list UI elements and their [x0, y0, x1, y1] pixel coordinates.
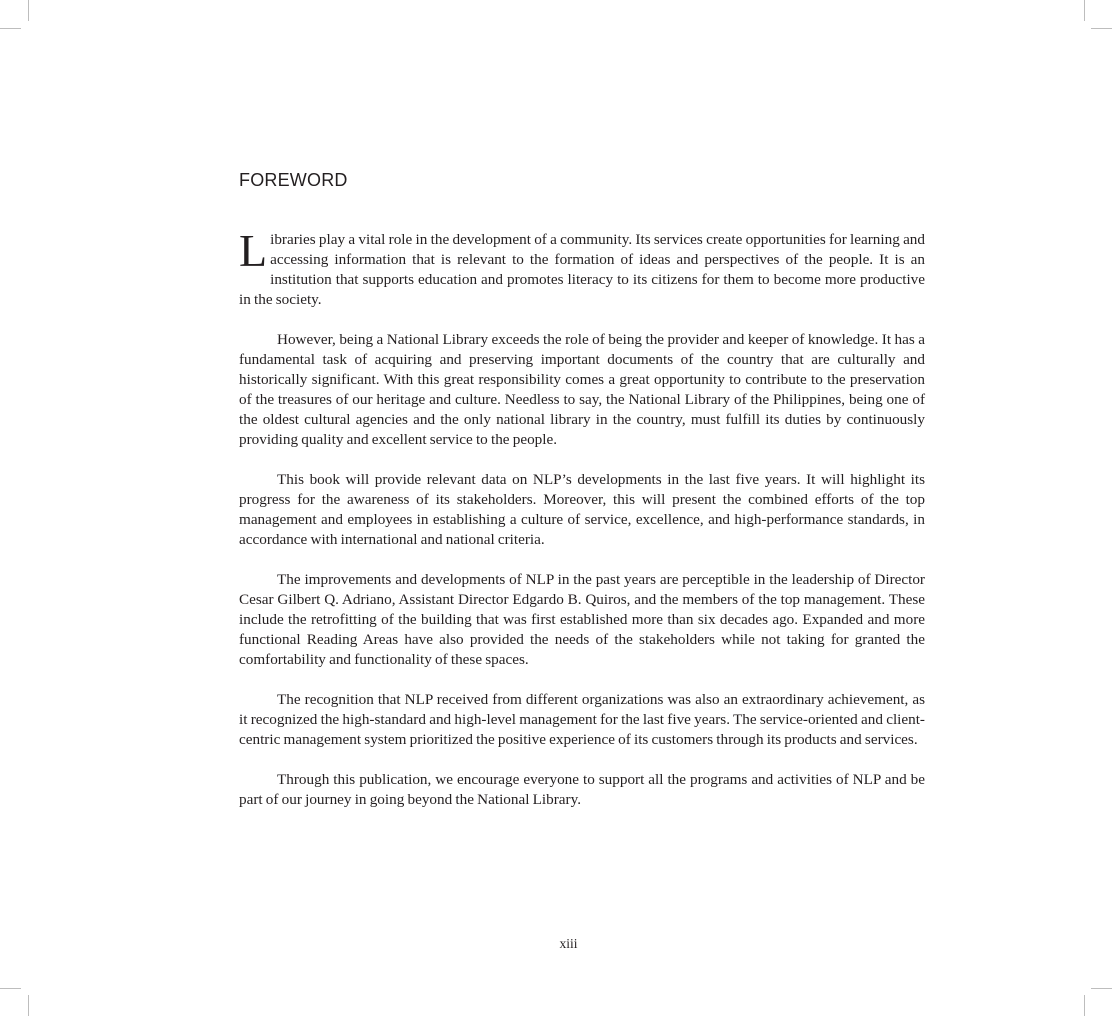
crop-mark-bottom-right [1084, 995, 1085, 1016]
crop-mark-bottom-left [28, 995, 29, 1016]
page-title: FOREWORD [239, 170, 348, 190]
crop-mark-top-left [28, 0, 29, 21]
crop-mark-bottom-right-h [1091, 988, 1112, 989]
page-number: xiii [559, 936, 578, 951]
crop-mark-top-right [1084, 0, 1085, 21]
paragraph-5: The recognition that NLP received from different organizations was also an extraordinary achievement, as it recognized the high-standard and high-level management for the last five years. The service-oriented and client-centric management system prioritized the positive experience of its customers through its products and services. [239, 691, 925, 748]
paragraph-3: This book will provide relevant data on NLP’s developments in the last five years. It will highlight its progress for the awareness of its stakeholders. Moreover, this will present the combined efforts of the top management and employees in establishing a culture of service, excellence, and high-performance standards, in accordance with international and national criteria. [239, 471, 925, 548]
crop-mark-top-left-h [0, 28, 21, 29]
foreword-body [239, 225, 925, 830]
paragraph-2: However, being a National Library exceeds the role of being the provider and keeper of knowledge. It has a fundamental task of acquiring and preserving important documents of the country that are culturally and historically significant. With this great responsibility comes a great opportunity to contribute to the preservation of the treasures of our heritage and culture. Needless to say, the National Library of the Philippines, being one of the oldest cultural agencies and the only national library in the country, must fulfill its duties by continuously providing quality and excellent service to the people. [239, 331, 925, 448]
crop-mark-bottom-left-h [0, 988, 21, 989]
paragraph-1-text: ibraries play a vital role in the development of a community. Its services create opportunities for learning and accessing information that is relevant to the formation of ideas and perspectives of the people. It is an institution that supports education and promotes literacy to its citizens for them to become more productive in the society. [239, 231, 925, 308]
crop-mark-top-right-h [1091, 28, 1112, 29]
paragraph-6: Through this publication, we encourage everyone to support all the programs and activities of NLP and be part of our journey in going beyond the National Library. [239, 771, 925, 808]
paragraph-4: The improvements and developments of NLP in the past years are perceptible in the leadership of Director Cesar Gilbert Q. Adriano, Assistant Director Edgardo B. Quiros, and the members of the top management. These include the retrofitting of the building that was first established more than six decades ago. Expanded and more functional Reading Areas have also provided the needs of the stakeholders while not taking for granted the comfortability and functionality of these spaces. [239, 571, 925, 668]
paragraph-1 [239, 225, 925, 310]
drop-cap: L [239, 225, 268, 276]
